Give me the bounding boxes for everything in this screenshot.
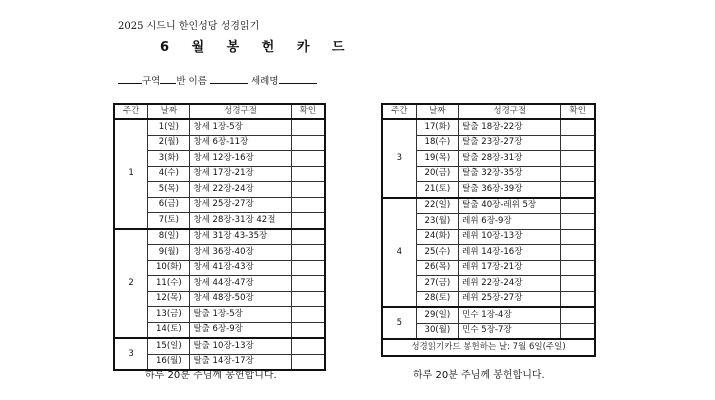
date-cell: 7(토) (148, 213, 190, 229)
passage-cell: 창세 28장-31장 42절 (190, 213, 291, 229)
passage-cell: 창세 41장-43장 (190, 260, 291, 276)
check-cell[interactable] (561, 291, 595, 307)
header-row (114, 104, 325, 119)
check-cell[interactable] (561, 214, 595, 230)
date-cell: 20(금) (416, 166, 459, 182)
col-passage-header: 성경구절 (459, 104, 561, 119)
passage-cell: 창세 48장-50장 (190, 291, 291, 307)
date-cell: 2(월) (148, 135, 190, 151)
check-cell[interactable] (291, 119, 325, 135)
date-cell: 5(목) (148, 182, 190, 198)
check-cell[interactable] (561, 182, 595, 198)
passage-cell: 탈출 28장-31장 (459, 151, 561, 167)
date-cell: 19(목) (416, 151, 459, 167)
check-cell[interactable] (561, 166, 595, 182)
passage-cell: 탈출 18장-22장 (459, 119, 561, 135)
check-cell[interactable] (561, 307, 595, 323)
week-group (114, 119, 325, 229)
col-check-header: 확인 (291, 104, 325, 119)
district-label: 구역 (142, 76, 161, 87)
check-cell[interactable] (561, 198, 595, 214)
passage-cell: 탈출 10장-13장 (190, 338, 291, 354)
check-cell[interactable] (291, 322, 325, 338)
table-row (114, 338, 325, 354)
week-number: 1 (114, 119, 148, 229)
passage-cell: 탈출 36장-39장 (459, 182, 561, 198)
date-cell: 30(월) (416, 323, 459, 339)
name-blank[interactable] (210, 73, 248, 84)
passage-cell: 탈출 1장-5장 (190, 307, 291, 323)
reading-table-right (381, 103, 596, 357)
passage-cell: 레위 25장-27장 (459, 291, 561, 307)
check-cell[interactable] (561, 229, 595, 245)
check-cell[interactable] (561, 135, 595, 151)
date-cell: 11(수) (148, 276, 190, 292)
date-cell: 6(금) (148, 197, 190, 213)
note-row (382, 339, 595, 356)
date-cell: 13(금) (148, 307, 190, 323)
ban-blank[interactable] (160, 73, 176, 84)
name-fields (118, 73, 317, 87)
passage-cell: 탈출 23장-27장 (459, 135, 561, 151)
passage-cell: 민수 1장-4장 (459, 307, 561, 323)
date-cell: 10(화) (148, 260, 190, 276)
check-cell[interactable] (291, 213, 325, 229)
passage-cell: 레위 22장-24장 (459, 276, 561, 292)
footer-left: 하루 20분 주님께 봉헌합니다. (145, 370, 277, 381)
check-cell[interactable] (291, 354, 325, 370)
passage-cell: 창세 25장-27장 (190, 197, 291, 213)
check-cell[interactable] (291, 151, 325, 167)
check-cell[interactable] (291, 182, 325, 198)
table-row (114, 119, 325, 135)
week-number: 3 (114, 338, 148, 370)
check-cell[interactable] (291, 338, 325, 354)
date-cell: 26(목) (416, 260, 459, 276)
col-check-header: 확인 (561, 104, 595, 119)
passage-cell: 탈출 14장-17장 (190, 354, 291, 370)
week-group (382, 119, 595, 198)
date-cell: 14(토) (148, 322, 190, 338)
date-cell: 16(월) (148, 354, 190, 370)
col-date-header: 날짜 (416, 104, 459, 119)
table-row (114, 229, 325, 245)
col-week-header: 주간 (114, 104, 148, 119)
week-number: 2 (114, 229, 148, 339)
date-cell: 12(목) (148, 291, 190, 307)
week-number: 5 (382, 307, 416, 339)
passage-cell: 탈출 6장-9장 (190, 322, 291, 338)
submission-note: 성경읽기카드 봉헌하는 날: 7월 6일(주일) (382, 339, 595, 356)
passage-cell: 레위 14장-16장 (459, 245, 561, 261)
passage-cell: 창세 12장-16장 (190, 151, 291, 167)
date-cell: 9(월) (148, 245, 190, 261)
week-number: 3 (382, 119, 416, 198)
date-cell: 4(수) (148, 166, 190, 182)
check-cell[interactable] (291, 197, 325, 213)
check-cell[interactable] (561, 245, 595, 261)
passage-cell: 레위 6장-9장 (459, 214, 561, 230)
col-passage-header: 성경구절 (190, 104, 291, 119)
week-group (114, 229, 325, 339)
week-group (382, 307, 595, 339)
check-cell[interactable] (291, 307, 325, 323)
date-cell: 28(토) (416, 291, 459, 307)
check-cell[interactable] (291, 166, 325, 182)
passage-cell: 탈출 32장-35장 (459, 166, 561, 182)
passage-cell: 민수 5장-7장 (459, 323, 561, 339)
check-cell[interactable] (561, 276, 595, 292)
date-cell: 29(일) (416, 307, 459, 323)
week-number: 4 (382, 198, 416, 308)
check-cell[interactable] (291, 229, 325, 245)
passage-cell: 창세 1장-5장 (190, 119, 291, 135)
passage-cell: 레위 10장-13장 (459, 229, 561, 245)
passage-cell: 창세 22장-24장 (190, 182, 291, 198)
check-cell[interactable] (291, 260, 325, 276)
district-blank[interactable] (118, 73, 142, 84)
passage-cell: 창세 17장-21장 (190, 166, 291, 182)
card-title: 6 월 봉 헌 카 드 (160, 40, 354, 55)
header-row (382, 104, 595, 119)
date-cell: 21(토) (416, 182, 459, 198)
check-cell[interactable] (561, 119, 595, 135)
passage-cell: 창세 6장-11장 (190, 135, 291, 151)
ban-label: 반 이름 (176, 76, 207, 87)
footer-right: 하루 20분 주님께 봉헌합니다. (413, 370, 545, 381)
baptism-label: 세례명 (250, 76, 279, 87)
table-row (382, 198, 595, 214)
date-cell: 24(화) (416, 229, 459, 245)
check-cell[interactable] (561, 151, 595, 167)
passage-cell: 레위 17장-21장 (459, 260, 561, 276)
org-line: 2025 시드니 한인성당 성경읽기 (118, 21, 260, 32)
date-cell: 3(화) (148, 151, 190, 167)
check-cell[interactable] (291, 291, 325, 307)
check-cell[interactable] (561, 323, 595, 339)
table-row (382, 119, 595, 135)
reading-table-left (113, 103, 326, 371)
date-cell: 25(수) (416, 245, 459, 261)
check-cell[interactable] (291, 245, 325, 261)
date-cell: 23(월) (416, 214, 459, 230)
note-group (382, 339, 595, 356)
date-cell: 27(금) (416, 276, 459, 292)
baptism-blank[interactable] (279, 73, 317, 84)
date-cell: 17(화) (416, 119, 459, 135)
passage-cell: 창세 31장 43-35장 (190, 229, 291, 245)
week-group (382, 198, 595, 308)
date-cell: 15(일) (148, 338, 190, 354)
check-cell[interactable] (291, 276, 325, 292)
passage-cell: 창세 36장-40장 (190, 245, 291, 261)
passage-cell: 탈출 40장-레위 5장 (459, 198, 561, 214)
date-cell: 1(일) (148, 119, 190, 135)
date-cell: 22(일) (416, 198, 459, 214)
check-cell[interactable] (561, 260, 595, 276)
table-row (382, 307, 595, 323)
col-week-header: 주간 (382, 104, 416, 119)
date-cell: 18(수) (416, 135, 459, 151)
date-cell: 8(일) (148, 229, 190, 245)
passage-cell: 창세 44장-47장 (190, 276, 291, 292)
check-cell[interactable] (291, 135, 325, 151)
col-date-header: 날짜 (148, 104, 190, 119)
